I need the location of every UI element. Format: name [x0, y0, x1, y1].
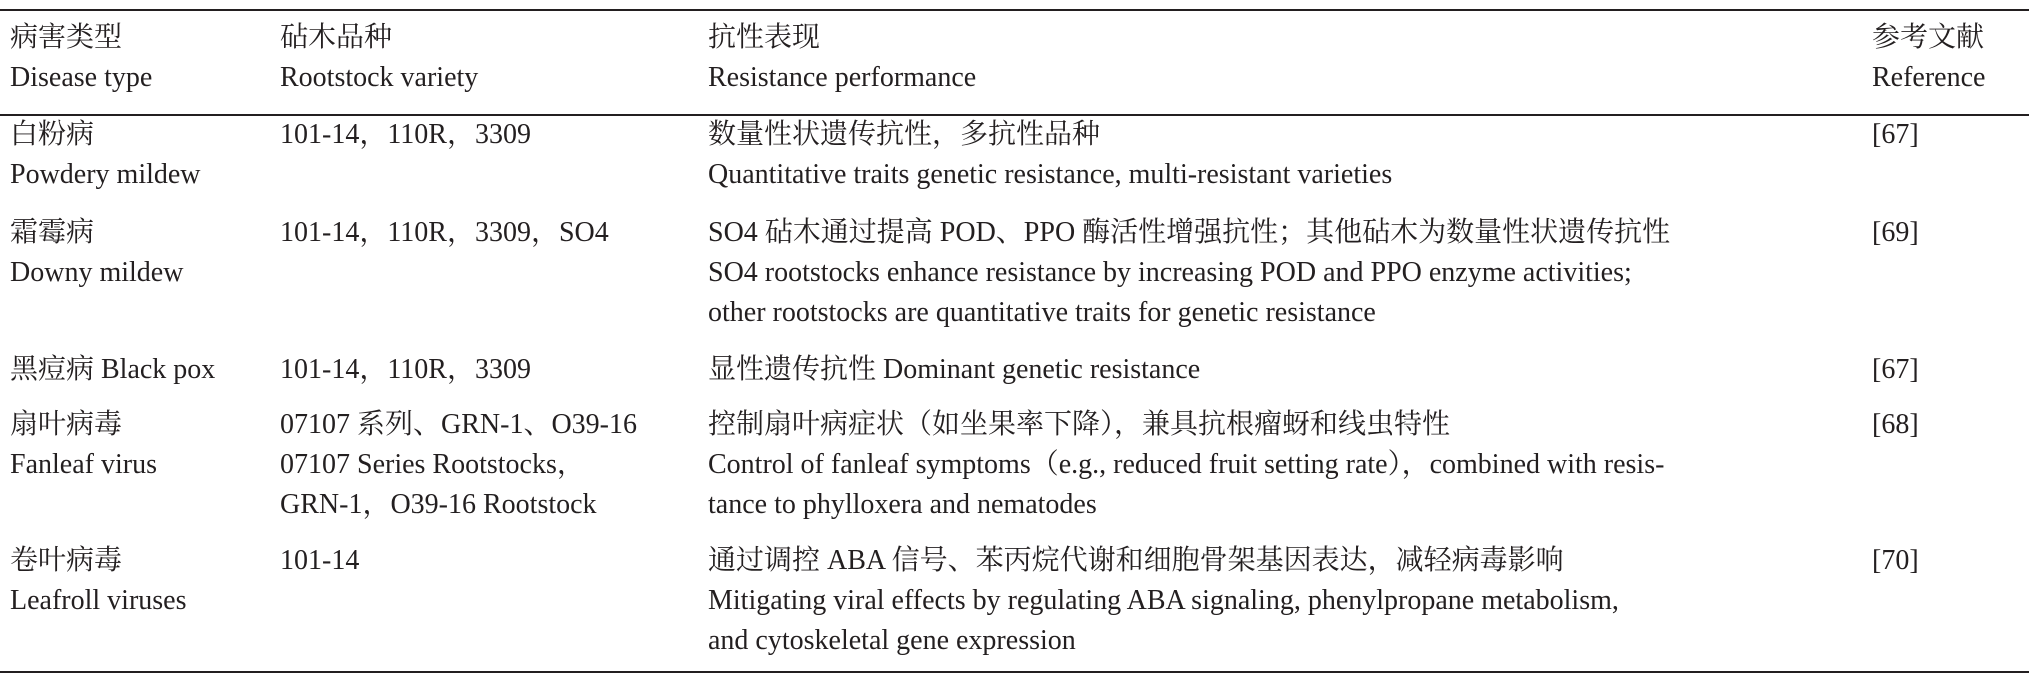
table-row-fanleaf-rootstock: [280, 405, 637, 525]
cell-text: 101-14，110R，3309，SO4: [280, 217, 609, 248]
cell-text: Control of fanleaf symptoms（e.g., reduced fruit setting rate），combined with resis-: [708, 449, 1665, 480]
cell-text: Fanleaf virus: [10, 449, 157, 480]
table-row-leafroll-resistance: [708, 541, 1619, 661]
cell-text: 控制扇叶病症状（如坐果率下降），兼具抗根瘤蚜和线虫特性: [708, 409, 1451, 440]
cell-text: 07107 Series Rootstocks，: [280, 449, 585, 480]
table-row-downy-resistance: [708, 213, 1670, 333]
bottom-rule: [0, 671, 2029, 673]
cell-text: Powdery mildew: [10, 159, 201, 190]
top-rule: [0, 9, 2029, 11]
table-row-leafroll-disease: [10, 541, 187, 621]
header-disease-type: [10, 18, 152, 98]
header-rootstock-variety-en: Rootstock variety: [280, 62, 479, 93]
cell-text: Mitigating viral effects by regulating ABA signaling, phenylpropane metabolism,: [708, 585, 1619, 616]
header-reference-en: Reference: [1872, 62, 1986, 93]
cell-text: Quantitative traits genetic resistance, multi-resistant varieties: [708, 159, 1393, 190]
cell-text: other rootstocks are quantitative traits for genetic resistance: [708, 297, 1376, 328]
cell-text: tance to phylloxera and nematodes: [708, 489, 1097, 520]
cell-text: GRN-1，O39-16 Rootstock: [280, 489, 597, 520]
header-resistance-performance-en: Resistance performance: [708, 62, 977, 93]
table-row-downy-reference: [1872, 213, 1919, 253]
header-resistance-performance-zh: 抗性表现: [708, 22, 821, 53]
table-row-downy-rootstock: [280, 213, 609, 253]
table-row-blackpox-resistance: [708, 350, 1200, 390]
table-row-fanleaf-resistance: [708, 405, 1664, 525]
cell-text: 101-14，110R，3309: [280, 354, 531, 385]
cell-text: 扇叶病毒: [10, 409, 123, 440]
table-row-powdery-reference: [1872, 115, 1919, 155]
cell-text: Leafroll viruses: [10, 585, 187, 616]
header-disease-type-zh: 病害类型: [10, 22, 123, 53]
table-row-powdery-rootstock: [280, 115, 531, 155]
header-disease-type-en: Disease type: [10, 62, 153, 93]
cell-text: 通过调控 ABA 信号、苯丙烷代谢和细胞骨架基因表达，减轻病毒影响: [708, 545, 1564, 576]
header-rootstock-variety: [280, 18, 478, 98]
cell-text: 黑痘病 Black pox: [10, 354, 216, 385]
cell-text: 07107 系列、GRN-1、O39-16: [280, 409, 637, 440]
cell-text: 霜霉病: [10, 217, 95, 248]
cell-text: [70]: [1872, 545, 1919, 576]
cell-text: SO4 砧木通过提高 POD、PPO 酶活性增强抗性；其他砧木为数量性状遗传抗性: [708, 217, 1671, 248]
cell-text: 显性遗传抗性 Dominant genetic resistance: [708, 354, 1201, 385]
header-reference-zh: 参考文献: [1872, 22, 1985, 53]
header-resistance-performance: [708, 18, 976, 98]
header-rootstock-variety-zh: 砧木品种: [280, 22, 393, 53]
table-row-blackpox-disease: [10, 350, 215, 390]
table-row-blackpox-reference: [1872, 350, 1919, 390]
table-row-leafroll-rootstock: [280, 541, 359, 581]
cell-text: Downy mildew: [10, 257, 184, 288]
table-row-powdery-disease: [10, 115, 201, 195]
cell-text: SO4 rootstocks enhance resistance by increasing POD and PPO enzyme activities;: [708, 257, 1632, 288]
table-row-leafroll-reference: [1872, 541, 1919, 581]
cell-text: [67]: [1872, 354, 1919, 385]
table-row-blackpox-rootstock: [280, 350, 531, 390]
cell-text: and cytoskeletal gene expression: [708, 625, 1076, 656]
cell-text: 101-14: [280, 545, 360, 576]
cell-text: [69]: [1872, 217, 1919, 248]
cell-text: 卷叶病毒: [10, 545, 123, 576]
table-row-powdery-resistance: [708, 115, 1392, 195]
cell-text: 白粉病: [10, 119, 95, 150]
table-row-fanleaf-reference: [1872, 405, 1919, 445]
cell-text: [67]: [1872, 119, 1919, 150]
cell-text: 101-14，110R，3309: [280, 119, 531, 150]
header-reference: [1872, 18, 1985, 98]
cell-text: 数量性状遗传抗性，多抗性品种: [708, 119, 1101, 150]
table-row-fanleaf-disease: [10, 405, 157, 485]
table-row-downy-disease: [10, 213, 183, 293]
cell-text: [68]: [1872, 409, 1919, 440]
